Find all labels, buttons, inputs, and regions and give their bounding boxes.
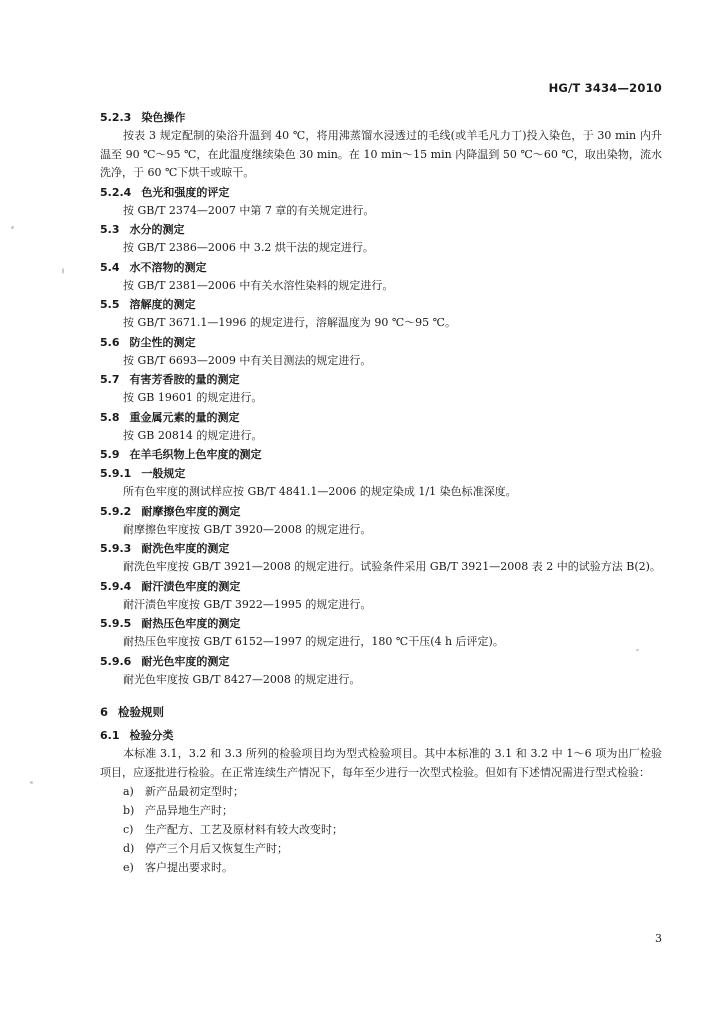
list-marker: c): [123, 823, 134, 836]
section-heading: [100, 464, 662, 483]
paragraph: 按 GB 19601 的规定进行。: [123, 391, 263, 404]
section-title: 耐摩擦色牢度的测定: [141, 504, 241, 518]
section-number: 5.3: [100, 223, 120, 236]
list-text: 客户提出要求时。: [145, 861, 233, 874]
paragraph: 耐洗色牢度按 GB/T 3921—2008 的规定进行。试验条件采用 GB/T 3921—2008 表 2 中的试验方法 B(2)。: [123, 560, 661, 573]
paragraph: 按 GB/T 6693—2009 中有关目测法的规定进行。: [123, 353, 372, 367]
section-number: 5.2.4: [100, 185, 132, 199]
paragraph: 按 GB 20814 的规定进行。: [123, 428, 263, 442]
section-number: 5.9.5: [100, 617, 132, 630]
section-title: 耐汗渍色牢度的测定: [141, 579, 241, 593]
section-number: 5.6: [100, 335, 120, 349]
paragraph: 按表 3 规定配制的染浴升温到 40 ℃，将用沸蒸馏水浸透过的毛线(或羊毛凡力丁)投入染色，于 30 min 内升温至 90 ℃～95 ℃，在此温度继续染色 30 min。在 10 min～15 min 内降温到 50 ℃～60 ℃，取出染物，流水洗净，于 60 ℃下烘干或晾干。: [100, 129, 662, 179]
list-text: 产品异地生产时；: [145, 804, 233, 817]
section-heading: [100, 258, 662, 277]
section-heading: [100, 445, 662, 464]
section-title: 有害芳香胺的量的测定: [129, 373, 240, 386]
section-title: 检验规则: [118, 705, 165, 719]
section-heading: [100, 502, 662, 521]
list-marker: d): [123, 842, 135, 855]
section-heading: [100, 726, 662, 745]
scan-speck: [30, 781, 33, 784]
paragraph: 本标准 3.1，3.2 和 3.3 所列的检验项目均为型式检验项目。其中本标准的 3.1 和 3.2 中 1～6 项为出厂检验项目，应逐批进行检验。在正常连续生产情况下，每年至少进行一次型式检验。但如有下述情况需进行型式检验：: [100, 747, 662, 779]
list-text: 新产品最初定型时；: [145, 785, 244, 798]
document-body: [100, 108, 662, 877]
section-title: 色光和强度的评定: [141, 185, 230, 199]
section-number: 5.9.1: [100, 467, 132, 480]
section-heading: [100, 108, 662, 127]
section-number: 5.7: [100, 373, 120, 386]
paragraph: 按 GB/T 2381—2006 中有关水溶性染料的规定进行。: [123, 278, 394, 292]
list-marker: a): [123, 785, 134, 798]
section-title: 重金属元素的量的测定: [129, 410, 240, 424]
standard-code: HG/T 3434—2010: [548, 81, 662, 95]
scan-speck: [62, 268, 64, 274]
list-item: [100, 839, 662, 858]
list-marker: b): [123, 804, 135, 817]
paragraph: 耐光色牢度按 GB/T 8427—2008 的规定进行。: [123, 672, 361, 686]
section-number: 6.1: [100, 729, 120, 742]
section-title: 耐热压色牢度的测定: [141, 617, 241, 630]
section-heading: [100, 183, 662, 202]
section-number: 5.9.6: [100, 654, 132, 668]
paragraph: 耐热压色牢度按 GB/T 6152—1997 的规定进行，180 ℃干压(4 h 后评定)。: [123, 635, 504, 648]
section-title: 水分的测定: [129, 223, 185, 236]
paragraph: 所有色牢度的测试样应按 GB/T 4841.1—2006 的规定染成 1/1 染色标准深度。: [123, 485, 517, 498]
section-title: 耐洗色牢度的测定: [141, 542, 230, 555]
section-number: 5.9.4: [100, 579, 132, 593]
list-text: 停产三个月后又恢复生产时；: [145, 842, 288, 855]
scan-speck: [11, 226, 14, 229]
list-item: [100, 782, 662, 801]
section-heading: [100, 220, 662, 239]
section-number: 5.9.3: [100, 542, 132, 555]
section-title: 染色操作: [141, 111, 186, 124]
list-item: [100, 820, 662, 839]
section-heading: [100, 652, 662, 671]
paragraph: 耐汗渍色牢度按 GB/T 3922—1995 的规定进行。: [123, 597, 372, 611]
section-number: 5.8: [100, 410, 120, 424]
scan-speck: [636, 649, 639, 651]
section-number: 5.2.3: [100, 111, 132, 124]
section-heading: [100, 370, 662, 389]
section-number: 5.5: [100, 298, 120, 311]
section-number: 5.9.2: [100, 504, 132, 518]
section-heading: [100, 614, 662, 633]
section-title: 水不溶物的测定: [129, 260, 207, 274]
section-title: 耐光色牢度的测定: [141, 654, 230, 668]
list-text: 生产配方、工艺及原材料有较大改变时；: [145, 823, 343, 836]
section-heading: [100, 295, 662, 314]
paragraph: 按 GB/T 2386—2006 中 3.2 烘干法的规定进行。: [123, 241, 374, 254]
section-title: 在羊毛织物上色牢度的测定: [129, 448, 262, 461]
section-number: 5.4: [100, 260, 120, 274]
list-item: [100, 858, 662, 877]
page-number: 3: [655, 932, 662, 945]
paragraph: 耐摩擦色牢度按 GB/T 3920—2008 的规定进行。: [123, 522, 372, 536]
section-title: 一般规定: [141, 467, 186, 480]
section-heading: [100, 408, 662, 427]
paragraph: 按 GB/T 3671.1—1996 的规定进行，溶解温度为 90 ℃～95 ℃。: [123, 316, 456, 329]
paragraph: 按 GB/T 2374—2007 中第 7 章的有关规定进行。: [123, 203, 375, 217]
section-title: 检验分类: [129, 729, 174, 742]
section-heading: [100, 539, 662, 558]
section-number: 6: [100, 705, 109, 719]
section-heading: [100, 333, 662, 352]
list-item: [100, 801, 662, 820]
list-marker: e): [123, 861, 134, 874]
section-heading: [100, 577, 662, 596]
section-title: 防尘性的测定: [129, 335, 196, 349]
chapter-heading: [100, 703, 662, 722]
section-title: 溶解度的测定: [129, 298, 196, 311]
section-number: 5.9: [100, 448, 120, 461]
